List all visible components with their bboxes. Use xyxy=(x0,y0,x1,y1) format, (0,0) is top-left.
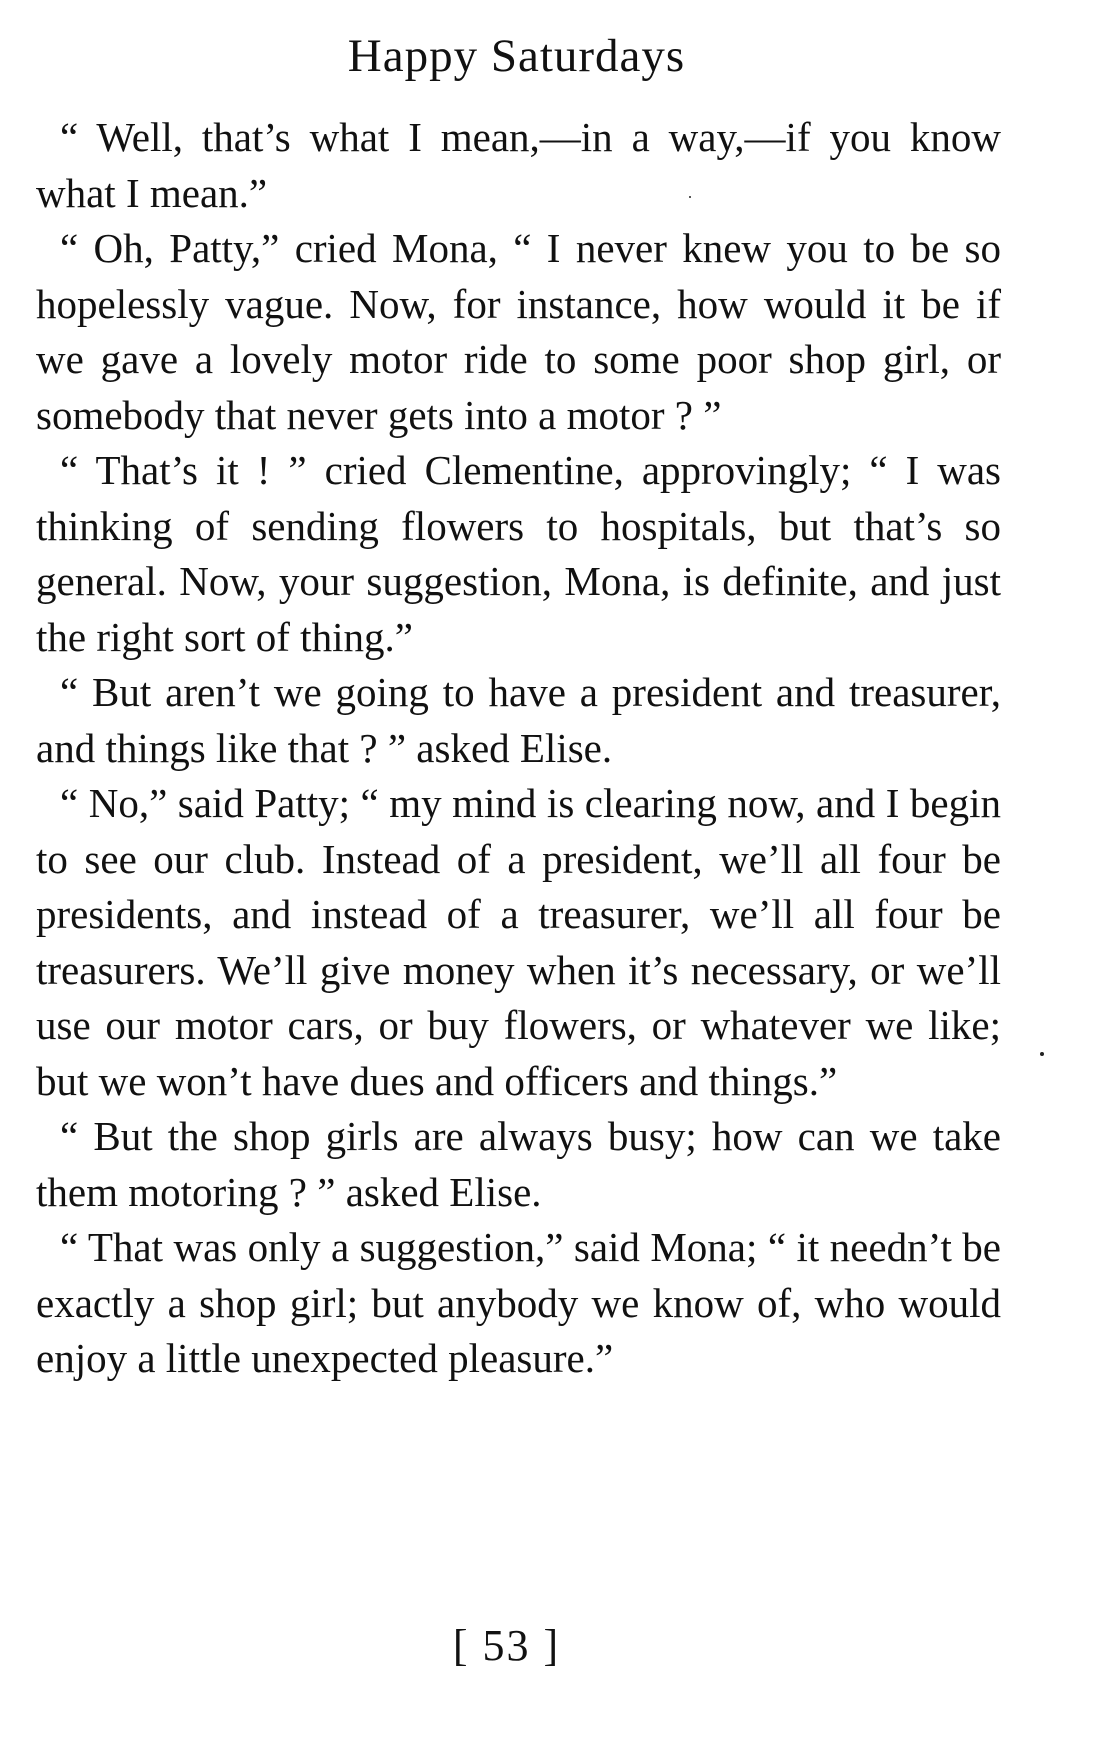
paragraph-4: “ But aren’t we going to have a president and treasurer, and things like that ? ” asked Elise. xyxy=(36,669,1001,771)
paragraph-3: “ That’s it ! ” cried Clementine, approvingly; “ I was thinking of sending flowers to hospitals, but that’s so general. Now, your suggestion, Mona, is definite, and just the right sort of thing.” xyxy=(36,447,1001,660)
body-text xyxy=(36,110,1001,1387)
paragraph-1: “ Well, that’s what I mean,—in a way,—if you know what I mean.” xyxy=(36,114,1001,216)
paragraph-7: “ That was only a suggestion,” said Mona; “ it needn’t be exactly a shop girl; but anybody we know of, who would enjoy a little unexpected pleasure.” xyxy=(36,1224,1001,1381)
paragraph-6: “ But the shop girls are always busy; how can we take them motoring ? ” asked Elise. xyxy=(36,1113,1001,1215)
paragraph-5: “ No,” said Patty; “ my mind is clearing now, and I begin to see our club. Instead of a president, we’ll all four be presidents, and instead of a treasurer, we’ll all four be treasurers. We’ll give money when it’s necessary, or we’ll use our motor cars, or buy flowers, or whatever we like; but we won’t have dues and officers and things.” xyxy=(36,780,1001,1104)
ink-speck xyxy=(1040,1052,1044,1056)
paragraph-2: “ Oh, Patty,” cried Mona, “ I never knew you to be so hopelessly vague. Now, for instance, how would it be if we gave a lovely motor ride to some poor shop girl, or somebody that never gets into a motor ? ” xyxy=(36,225,1001,438)
page-number: [ 53 ] xyxy=(452,1621,561,1670)
running-head: Happy Saturdays xyxy=(347,30,686,82)
ink-speck xyxy=(689,196,691,198)
